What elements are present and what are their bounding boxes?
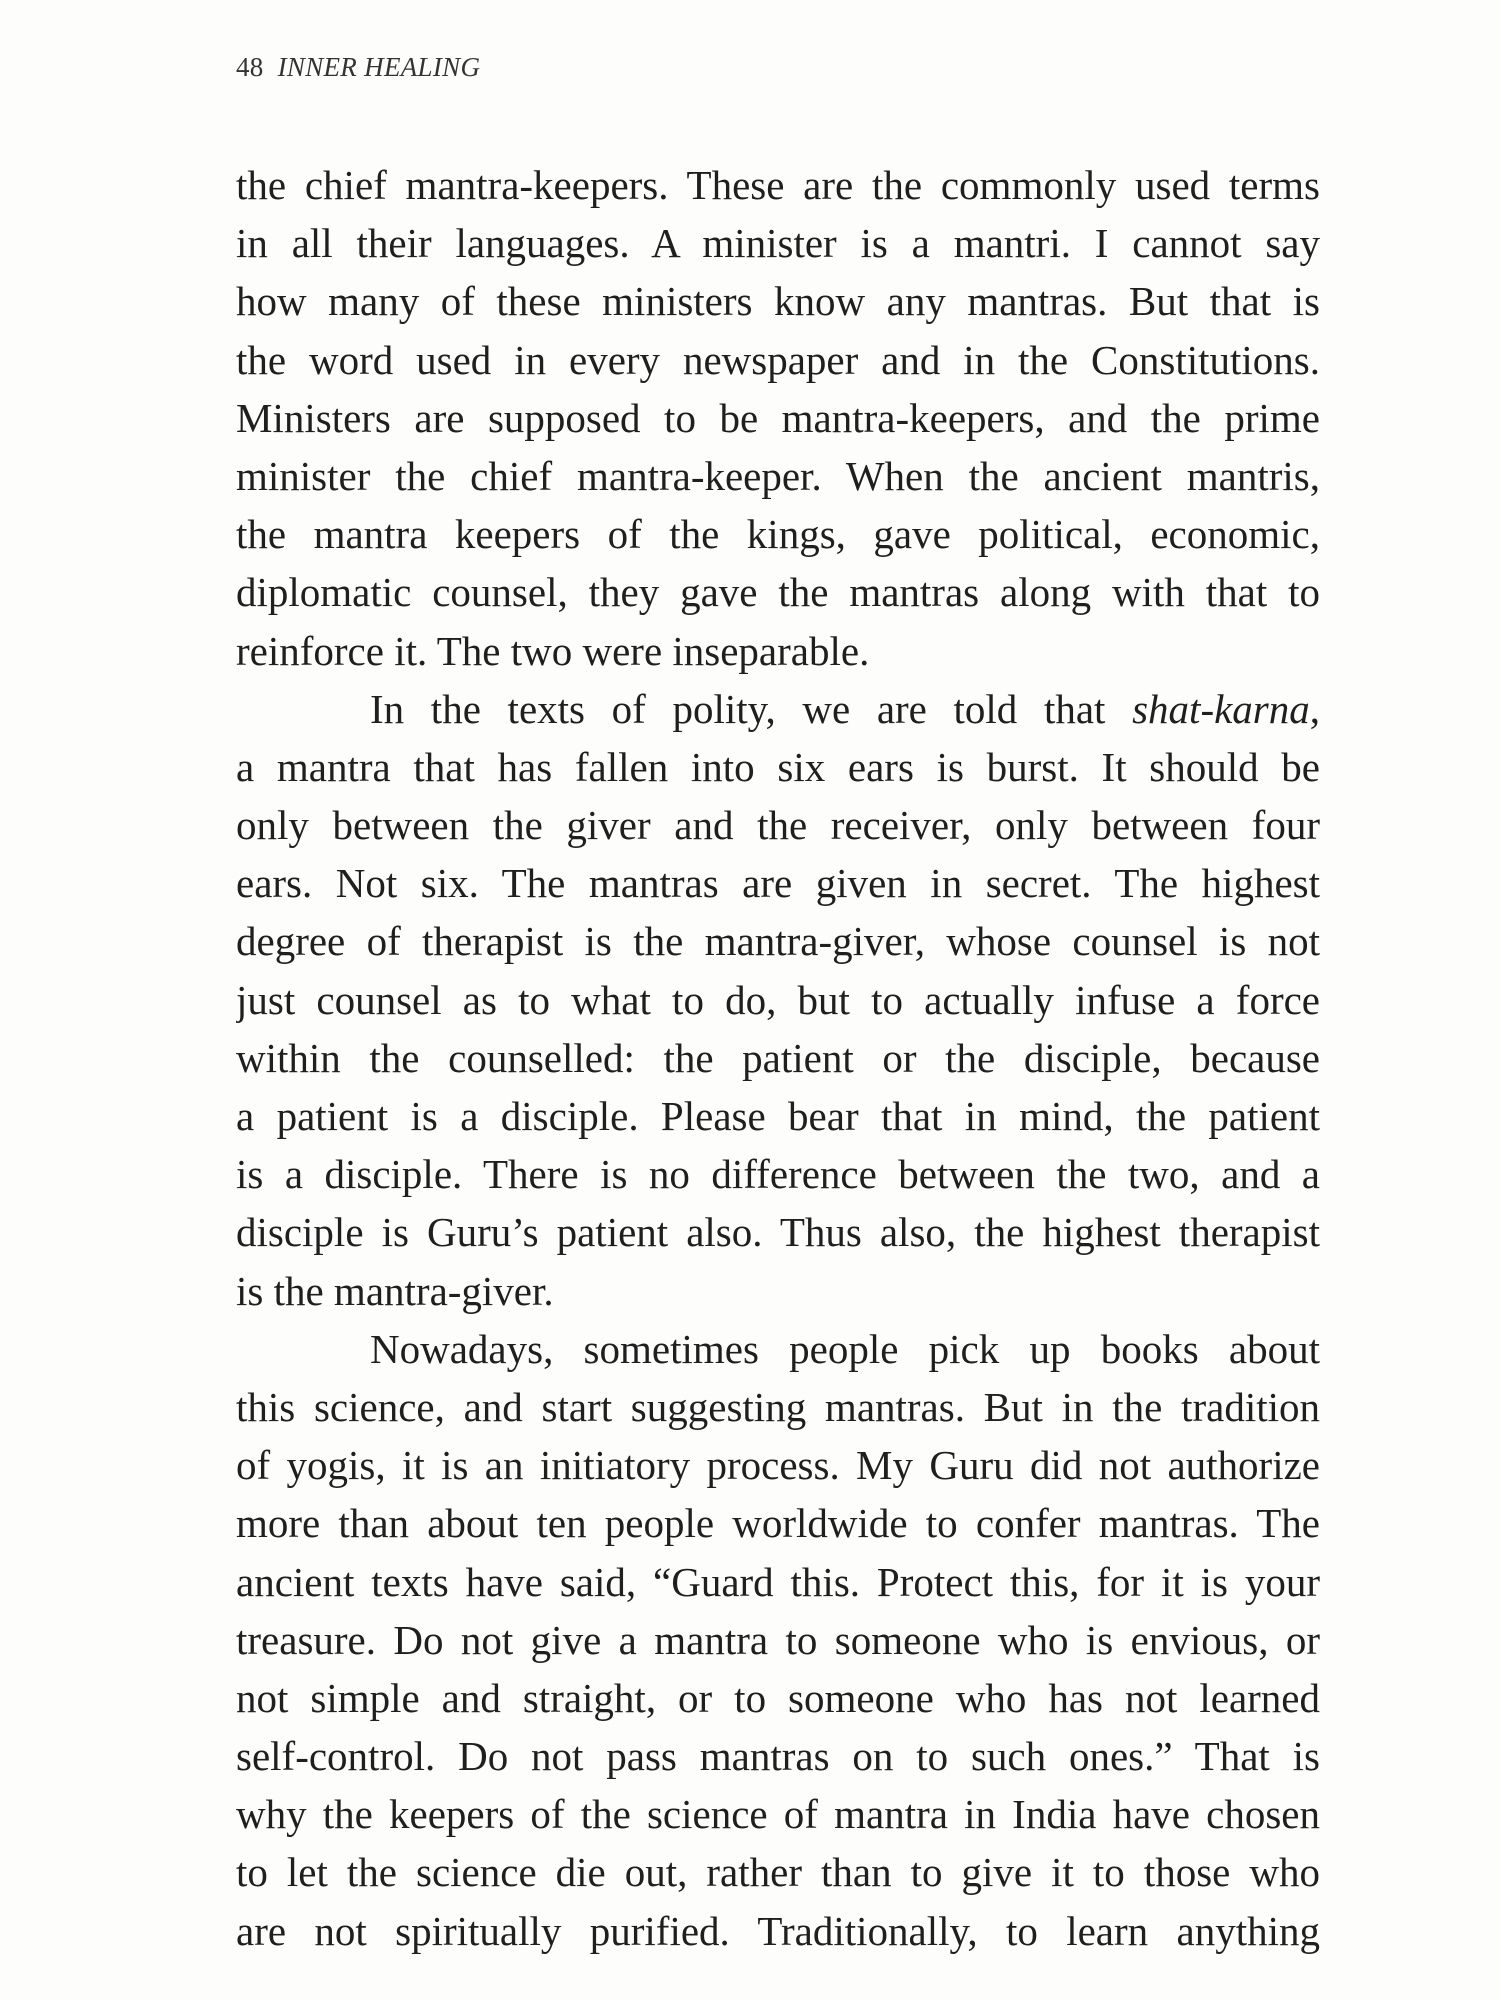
text-line: a mantra that has fallen into six ears is burst. It should be: [236, 743, 1320, 790]
text-line: the chief mantra-keepers. These are the commonly used terms: [236, 162, 1320, 208]
text-line: a patient is a disciple. Please bear that in mind, the patient: [236, 1093, 1320, 1139]
text-line: Nowadays, sometimes people pick up books about: [370, 1325, 1320, 1372]
page-number: 48: [236, 52, 264, 82]
text-line: minister the chief mantra-keeper. When the ancient mantris,: [236, 452, 1320, 499]
text-line: degree of therapist is the mantra-giver, whose counsel is not: [236, 918, 1320, 965]
text-line: treasure. Do not give a mantra to someone who is envious, or: [236, 1616, 1320, 1663]
text-line: this science, and start suggesting mantras. But in the tradition: [236, 1383, 1320, 1430]
text-line: is the mantra-giver.: [236, 1267, 554, 1314]
text-line: Ministers are supposed to be mantra-keepers, and the prime: [236, 394, 1320, 441]
text-line-with-emphasis: [236, 680, 1320, 738]
text-line: reinforce it. The two were inseparable.: [236, 627, 870, 674]
text-line: disciple is Guru’s patient also. Thus also, the highest therapist: [236, 1209, 1320, 1256]
text-line: self-control. Do not pass mantras on to such ones.” That is: [236, 1733, 1320, 1780]
text-line: ears. Not six. The mantras are given in secret. The highest: [236, 860, 1320, 907]
text-line: ancient texts have said, “Guard this. Protect this, for it is your: [236, 1558, 1320, 1605]
text-line: to let the science die out, rather than to give it to those who: [236, 1849, 1320, 1896]
text-line: how many of these ministers know any mantras. But that is: [236, 278, 1320, 325]
text-line: in all their languages. A minister is a mantri. I cannot say: [236, 220, 1320, 267]
emphasized-term: shat-karna: [1132, 685, 1310, 732]
text-line: the word used in every newspaper and in the Constitutions.: [236, 336, 1320, 383]
text-line: the mantra keepers of the kings, gave political, economic,: [236, 511, 1320, 558]
text-line: of yogis, it is an initiatory process. My Guru did not authorize: [236, 1442, 1320, 1489]
text-line: are not spiritually purified. Traditionally, to learn anything: [236, 1907, 1320, 1954]
running-head: [236, 50, 480, 84]
text-line: within the counselled: the patient or the disciple, because: [236, 1034, 1320, 1081]
text-line: not simple and straight, or to someone who has not learned: [236, 1674, 1320, 1721]
book-title: INNER HEALING: [277, 52, 481, 82]
text-segment: In the texts of polity, we are told that: [370, 685, 1133, 732]
text-line: just counsel as to what to do, but to actually infuse a force: [236, 976, 1320, 1023]
text-line: why the keepers of the science of mantra in India have chosen: [236, 1791, 1320, 1838]
text-segment: ,: [1309, 685, 1320, 732]
text-line: only between the giver and the receiver, only between four: [236, 802, 1320, 849]
text-line: diplomatic counsel, they gave the mantras along with that to: [236, 569, 1320, 616]
text-line: is a disciple. There is no difference between the two, and a: [236, 1151, 1320, 1198]
text-line: more than about ten people worldwide to confer mantras. The: [236, 1500, 1320, 1547]
body-text: [236, 156, 1320, 1960]
